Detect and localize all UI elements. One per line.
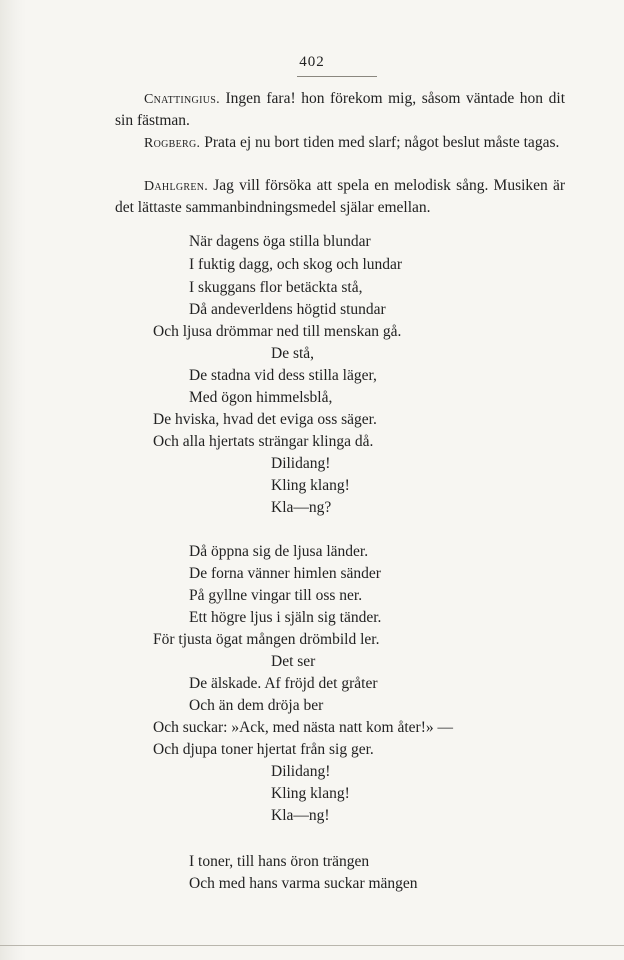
verse-refrain-line: Kling klang!	[271, 477, 350, 494]
verse-line: De forna vänner himlen sänder	[189, 565, 381, 582]
verse-line: När dagens öga stilla blundar	[189, 233, 371, 250]
speech-text: Prata ej nu bort tiden med slarf; något beslut måste tagas.	[204, 134, 560, 151]
page-number: 402	[299, 54, 325, 70]
verse-line: Och än dem dröja ber	[189, 697, 324, 714]
verse-line: I fuktig dagg, och skog och lundar	[189, 256, 403, 273]
header-rule	[297, 76, 377, 77]
page-bottom-edge	[0, 945, 624, 946]
verse-line: På gyllne vingar till oss ner.	[189, 587, 363, 604]
verse-line: Och alla hjertats strängar klinga då.	[153, 433, 374, 450]
verse-line: Det ser	[271, 653, 316, 670]
verse-refrain-line: Kling klang!	[271, 785, 350, 802]
verse-refrain-line: Kla—ng!	[271, 807, 330, 824]
speaker-name: Rogberg.	[144, 136, 201, 151]
dialogue-dahlgren	[115, 176, 565, 218]
verse-refrain-line: Dilidang!	[271, 455, 331, 472]
verse-line: I skuggans flor betäckta stå,	[189, 279, 363, 296]
verse-line: Och med hans varma suckar mängen	[189, 875, 418, 892]
verse-line: De älskade. Af fröjd det gråter	[189, 675, 378, 692]
verse-line: Och djupa toner hjertat från sig ger.	[153, 741, 374, 758]
verse-line: Med ögon himmelsblå,	[189, 389, 333, 406]
page-edge-shadow	[0, 0, 26, 960]
verse-refrain-line: Kla—ng?	[271, 499, 332, 516]
verse-line: Då andeverldens högtid stundar	[189, 301, 386, 318]
verse-line: Och ljusa drömmar ned till menskan gå.	[153, 323, 402, 340]
speaker-name: Cnattingius.	[144, 92, 220, 107]
speech-text: Ingen fara! hon förekom mig, såsom väntade hon dit sin fästman.	[115, 90, 566, 129]
verse-line: Då öppna sig de ljusa länder.	[189, 543, 369, 560]
verse-line: De hviska, hvad det eviga oss säger.	[153, 411, 377, 428]
verse-line: De stadna vid dess stilla läger,	[189, 367, 377, 384]
verse-line: För tjusta ögat mången drömbild ler.	[153, 631, 380, 648]
verse-refrain-line: Dilidang!	[271, 763, 331, 780]
verse-line: Ett högre ljus i själn sig tänder.	[189, 609, 382, 626]
speaker-name: Dahlgren.	[144, 179, 209, 194]
verse-line: I toner, till hans öron trängen	[189, 853, 370, 870]
dialogue-cnattingius	[115, 89, 565, 131]
dialogue-rogberg	[115, 133, 565, 155]
speech-text: Jag vill försöka att spela en melodisk sång. Musiken är det lättaste sammanbindningsmedel själar emellan.	[115, 177, 565, 216]
verse-line: Och suckar: »Ack, med nästa natt kom åter!» —	[153, 719, 454, 736]
verse-line: De stå,	[271, 345, 315, 362]
